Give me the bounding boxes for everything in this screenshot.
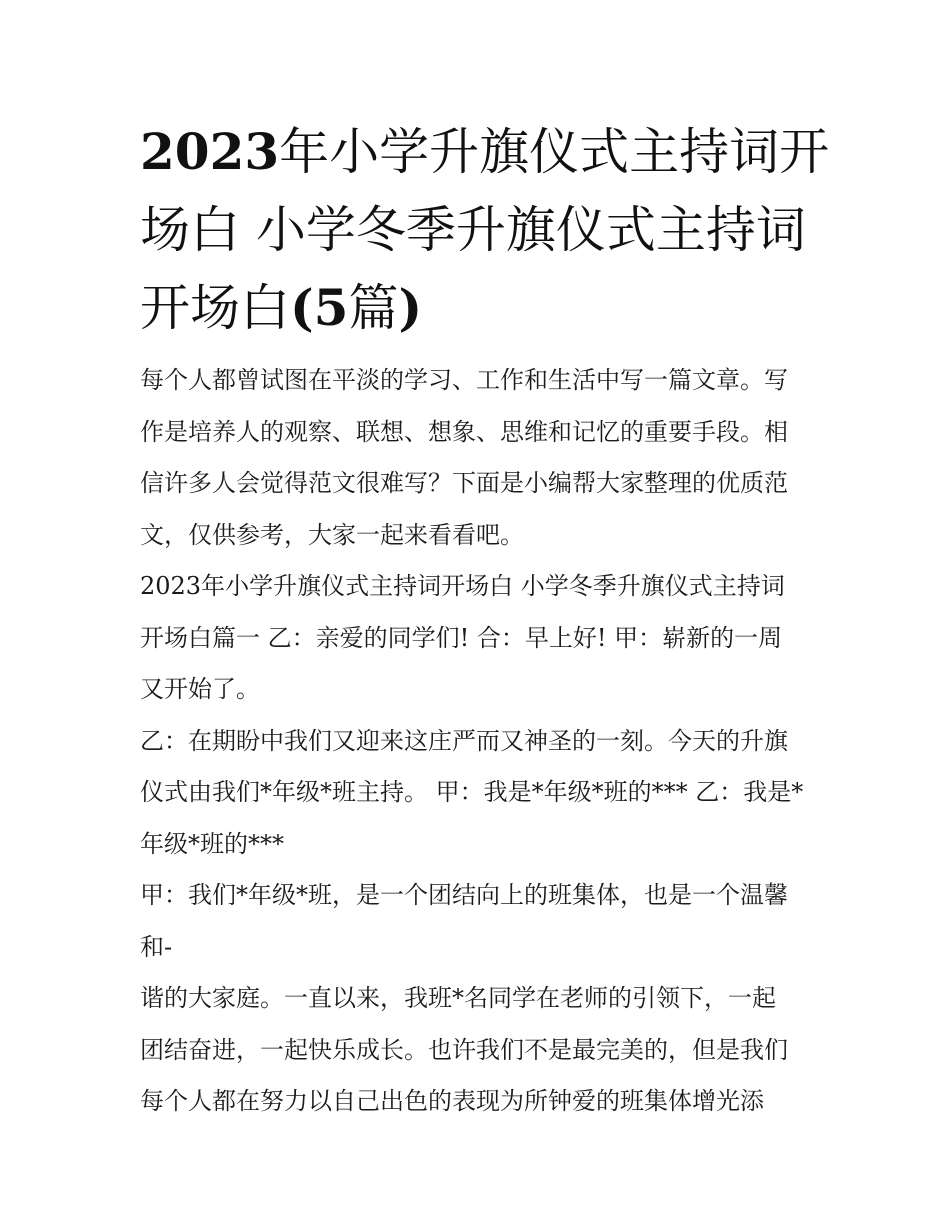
body-line: 和- xyxy=(140,932,173,961)
body-line: 仪式由我们*年级*班主持。 甲：我是*年级*班的*** 乙：我是* xyxy=(140,778,804,806)
body-line: 每个人都曾试图在平淡的学习、工作和生活中写一篇文章。写 xyxy=(140,366,788,394)
body-line: 团结奋进，一起快乐成长。也许我们不是最完美的，但是我们 xyxy=(140,1035,788,1064)
title-line: 2023年小学升旗仪式主持词开 xyxy=(140,122,830,181)
body-line: 作是培养人的观察、联想、想象、思维和记忆的重要手段。相 xyxy=(140,417,788,446)
body-line: 又开始了。 xyxy=(140,675,260,703)
title-line: 开场白(5篇) xyxy=(140,278,423,337)
body-line: 信许多人会觉得范文很难写？下面是小编帮大家整理的优质范 xyxy=(140,469,788,497)
body-line: 甲：我们*年级*班，是一个团结向上的班集体，也是一个温馨 xyxy=(140,881,788,909)
document-title xyxy=(140,113,830,347)
body-line: 文，仅供参考，大家一起来看看吧。 xyxy=(140,520,524,549)
body-line: 2023年小学升旗仪式主持词开场白 小学冬季升旗仪式主持词 xyxy=(140,572,785,600)
body-line: 每个人都在努力以自己出色的表现为所钟爱的班集体增光添 xyxy=(140,1087,764,1115)
body-line: 开场白篇一 乙：亲爱的同学们! 合：早上好! 甲：崭新的一周 xyxy=(140,623,783,652)
body-line: 谐的大家庭。一直以来，我班*名同学在老师的引领下，一起 xyxy=(140,984,776,1012)
document-body xyxy=(140,355,820,1128)
title-line: 场白 小学冬季升旗仪式主持词 xyxy=(140,201,806,259)
body-line: 年级*班的*** xyxy=(140,829,284,858)
body-line: 乙：在期盼中我们又迎来这庄严而又神圣的一刻。今天的升旗 xyxy=(140,726,788,755)
